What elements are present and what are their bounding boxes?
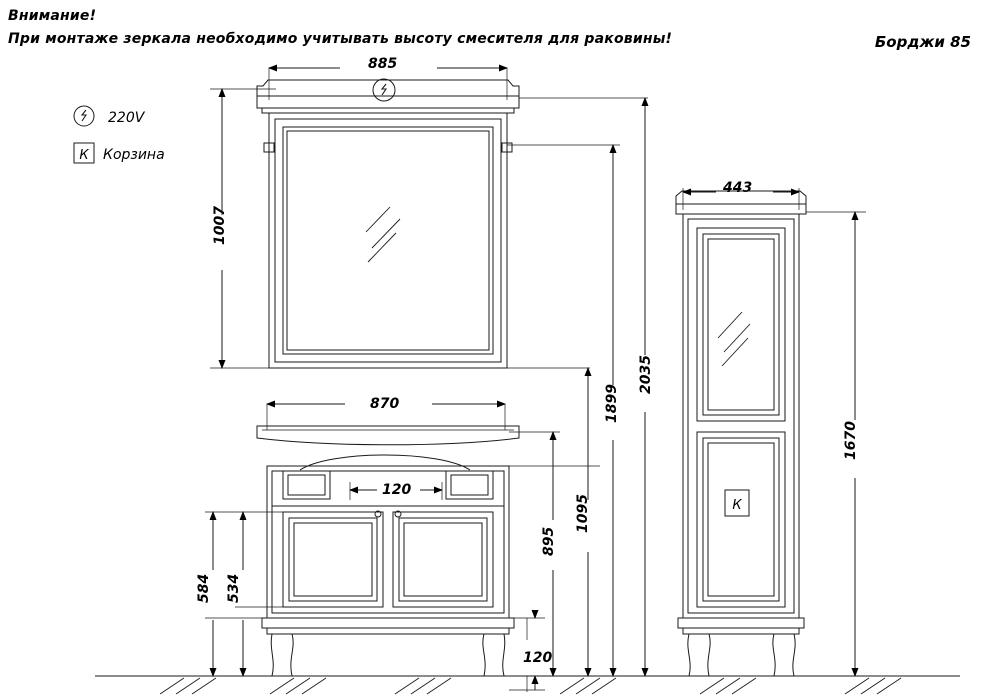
mirror-power-icon [373,79,395,101]
dim-drawer-width: 120 [382,482,412,498]
legend-basket-symbol: К [79,148,89,163]
warning-text: При монтаже зеркала необходимо учитывать высоту смесителя для раковины! [8,31,673,47]
dim-mirror-width: 885 [368,56,398,72]
column-lower-door [697,432,785,607]
column-glass-door [697,228,785,421]
mirror-glass-shine [366,207,400,262]
washbasin-top [257,426,519,445]
column-basket-symbol: К [732,498,742,513]
column-leg-right [773,634,795,676]
legend-label-basket: Корзина [103,147,165,163]
dim-vanity-top: 1095 [575,494,591,533]
legend-label-220v: 220V [108,110,145,126]
lightning-icon [74,106,94,126]
mirror-frame-outer [269,113,507,368]
column-body [683,214,799,618]
column-plinth [678,618,804,628]
dim-mirror-top: 1899 [604,384,620,423]
leg-left [271,634,293,676]
dim-door-zone: 584 [196,573,212,603]
mirror-cornice [257,80,519,96]
model-name: Борджи 85 [874,33,971,51]
warning-title: Внимание! [8,8,97,24]
floor-hatch [160,678,901,694]
mirror-glass [283,127,493,354]
basin-bowl [300,455,470,470]
leg-right [483,634,505,676]
vanity-plinth [262,618,514,628]
dim-vanity-body: 895 [541,526,557,556]
column-glass-shine [718,312,750,366]
dim-mirror-height: 1007 [212,206,228,245]
column-cornice [676,191,806,204]
door-right [393,512,493,607]
door-left [283,512,383,607]
dim-vanity-width: 870 [370,396,400,412]
dim-total-height: 2035 [638,355,654,394]
dim-column-height: 1670 [843,421,859,460]
dim-column-width: 443 [723,180,753,196]
vanity-body [267,466,509,618]
column-leg-left [688,634,710,676]
dim-door-height: 534 [226,573,242,603]
dim-plinth: 120 [523,650,553,666]
